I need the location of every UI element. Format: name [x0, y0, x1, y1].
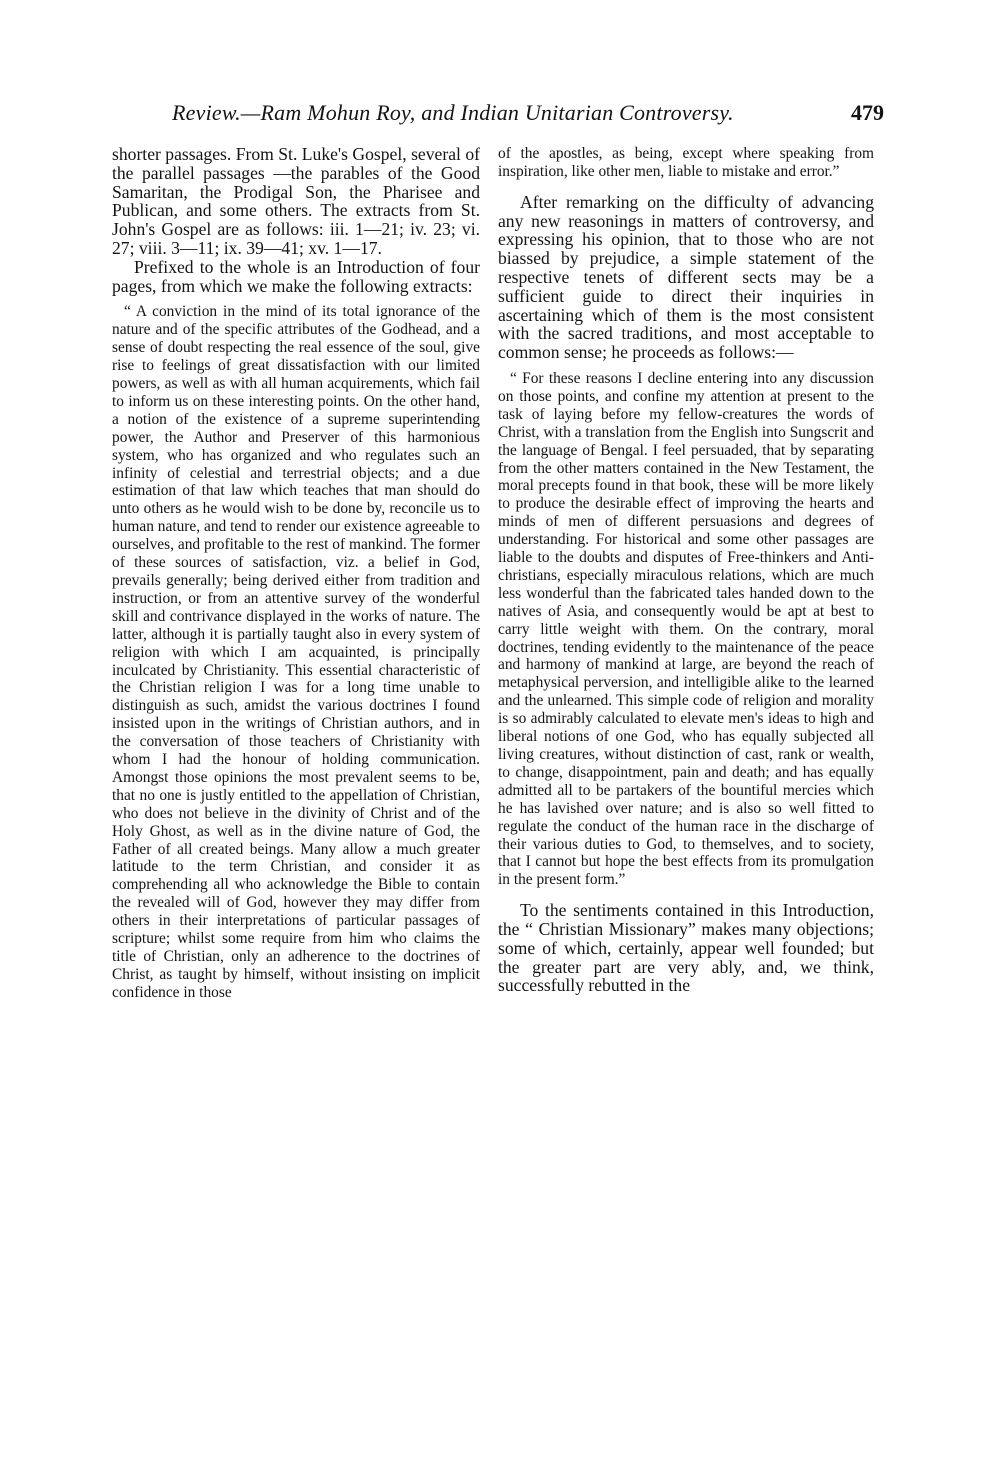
- paragraph-shorter-passages: shorter passages. From St. Luke's Gospel, several of the parallel passages —the parables of the Good Samaritan, the Prodigal Son, the Pharisee and Publican, and some others. The extracts from St. John's Gospel are as follows: iii. 1—21; iv. 23; vi. 27; viii. 3—11; ix. 39—41; xv. 1—17.: [112, 144, 480, 258]
- page-number: 479: [851, 100, 884, 125]
- paragraph-after-remarking: After remarking on the difficulty of advancing any new reasonings in matters of controversy, and expressing his opinion, that to those who are not biassed by prejudice, a simple statement of the respective tenets of different sects may be a sufficient guide to direct their inquiries in ascertaining which of them is the most consistent with the sacred traditions, and most acceptable to common sense; he proceeds as follows:—: [498, 191, 874, 363]
- running-title: Review.—Ram Mohun Roy, and Indian Unitarian Controversy.: [172, 100, 734, 125]
- paragraph-sentiments: To the sentiments contained in this Introduction, the “ Christian Missionary” makes many objections; some of which, certainly, appear well founded; but the greater part are very ably, and, we think, successfully rebutted in the: [498, 900, 874, 996]
- running-header: [172, 100, 884, 132]
- right-column: [498, 145, 874, 995]
- left-column: [112, 145, 480, 1002]
- paragraph-introduction: Prefixed to the whole is an Introduction of four pages, from which we make the following extracts:: [112, 256, 480, 296]
- block-quote-reasons: “ For these reasons I decline entering into any discussion on those points, and confine my attention at present to the task of laying before my fellow-creatures the words of Christ, with a translation from the English into Sungscrit and the language of Bengal. I feel persuaded, that by separating from the other matters contained in the New Testament, the moral precepts found in that book, these will be more likely to produce the desirable effect of improving the hearts and minds of men of different persuasions and degrees of understanding. For historical and some other passages are liable to the doubts and disputes of Free-thinkers and Anti-christians, especially miraculous relations, which are much less wonderful than the fabricated tales handed down to the natives of Asia, and consequently would be apt at best to carry little weight with them. On the contrary, moral doctrines, tending evidently to the maintenance of the peace and harmony of mankind at large, are beyond the reach of metaphysical perversion, and intelligible alike to the learned and the unlearned. This simple code of religion and morality is so admirably calculated to elevate men's ideas to high and liberal notions of one God, who has equally subjected all living creatures, without distinction of cast, rank or wealth, to change, disappointment, pain and death; and has equally admitted all to be partakers of the bountiful mercies which he has lavished over nature; and is also so well fitted to regulate the conduct of the human race in the discharge of their various duties to God, to themselves, and to society, that I cannot but hope the best effects from its promulgation in the present form.”: [498, 369, 874, 889]
- block-quote-conviction: “ A conviction in the mind of its total ignorance of the nature and of the specific attributes of the Godhead, and a sense of doubt respecting the real essence of the soul, give rise to feelings of great dissatisfaction with our limited powers, as well as with all human acquirements, which fail to inform us on these interesting points. On the other hand, a notion of the existence of a supreme superintending power, the Author and Preserver of this harmonious system, who has organized and who regulates such an infinity of celestial and terrestrial objects; and a due estimation of that law which teaches that man should do unto others as he would wish to be done by, reconcile us to human nature, and tend to render our existence agreeable to ourselves, and profitable to the rest of mankind. The former of these sources of satisfaction, viz. a belief in God, prevails generally; being derived either from tradition and instruction, or from an attentive survey of the wonderful skill and contrivance displayed in the works of nature. The latter, although it is partially taught also in every system of religion with which I am acquainted, is principally inculcated by Christianity. This essential characteristic of the Christian religion I was for a long time unable to distinguish as such, amidst the various doctrines I found insisted upon in the writings of Christian authors, and in the conversation of those teachers of Christianity with whom I had the honour of holding communication. Amongst those opinions the most prevalent seems to be, that no one is justly entitled to the appellation of Christian, who does not believe in the divinity of Christ and of the Holy Ghost, as well as in the divine nature of God, the Father of all created beings. Many allow a much greater latitude to the term Christian, and consider it as comprehending all who acknowledge the Bible to contain the revealed will of God, however they may differ from others in their interpretations of particular passages of scripture; whilst some require from him who claims the title of Christian, only an adherence to the doctrines of Christ, as taught by himself, without insisting on implicit confidence in those: [112, 303, 480, 1001]
- block-quote-continuation: of the apostles, as being, except where speaking from inspiration, like other men, liable to mistake and error.”: [498, 145, 874, 180]
